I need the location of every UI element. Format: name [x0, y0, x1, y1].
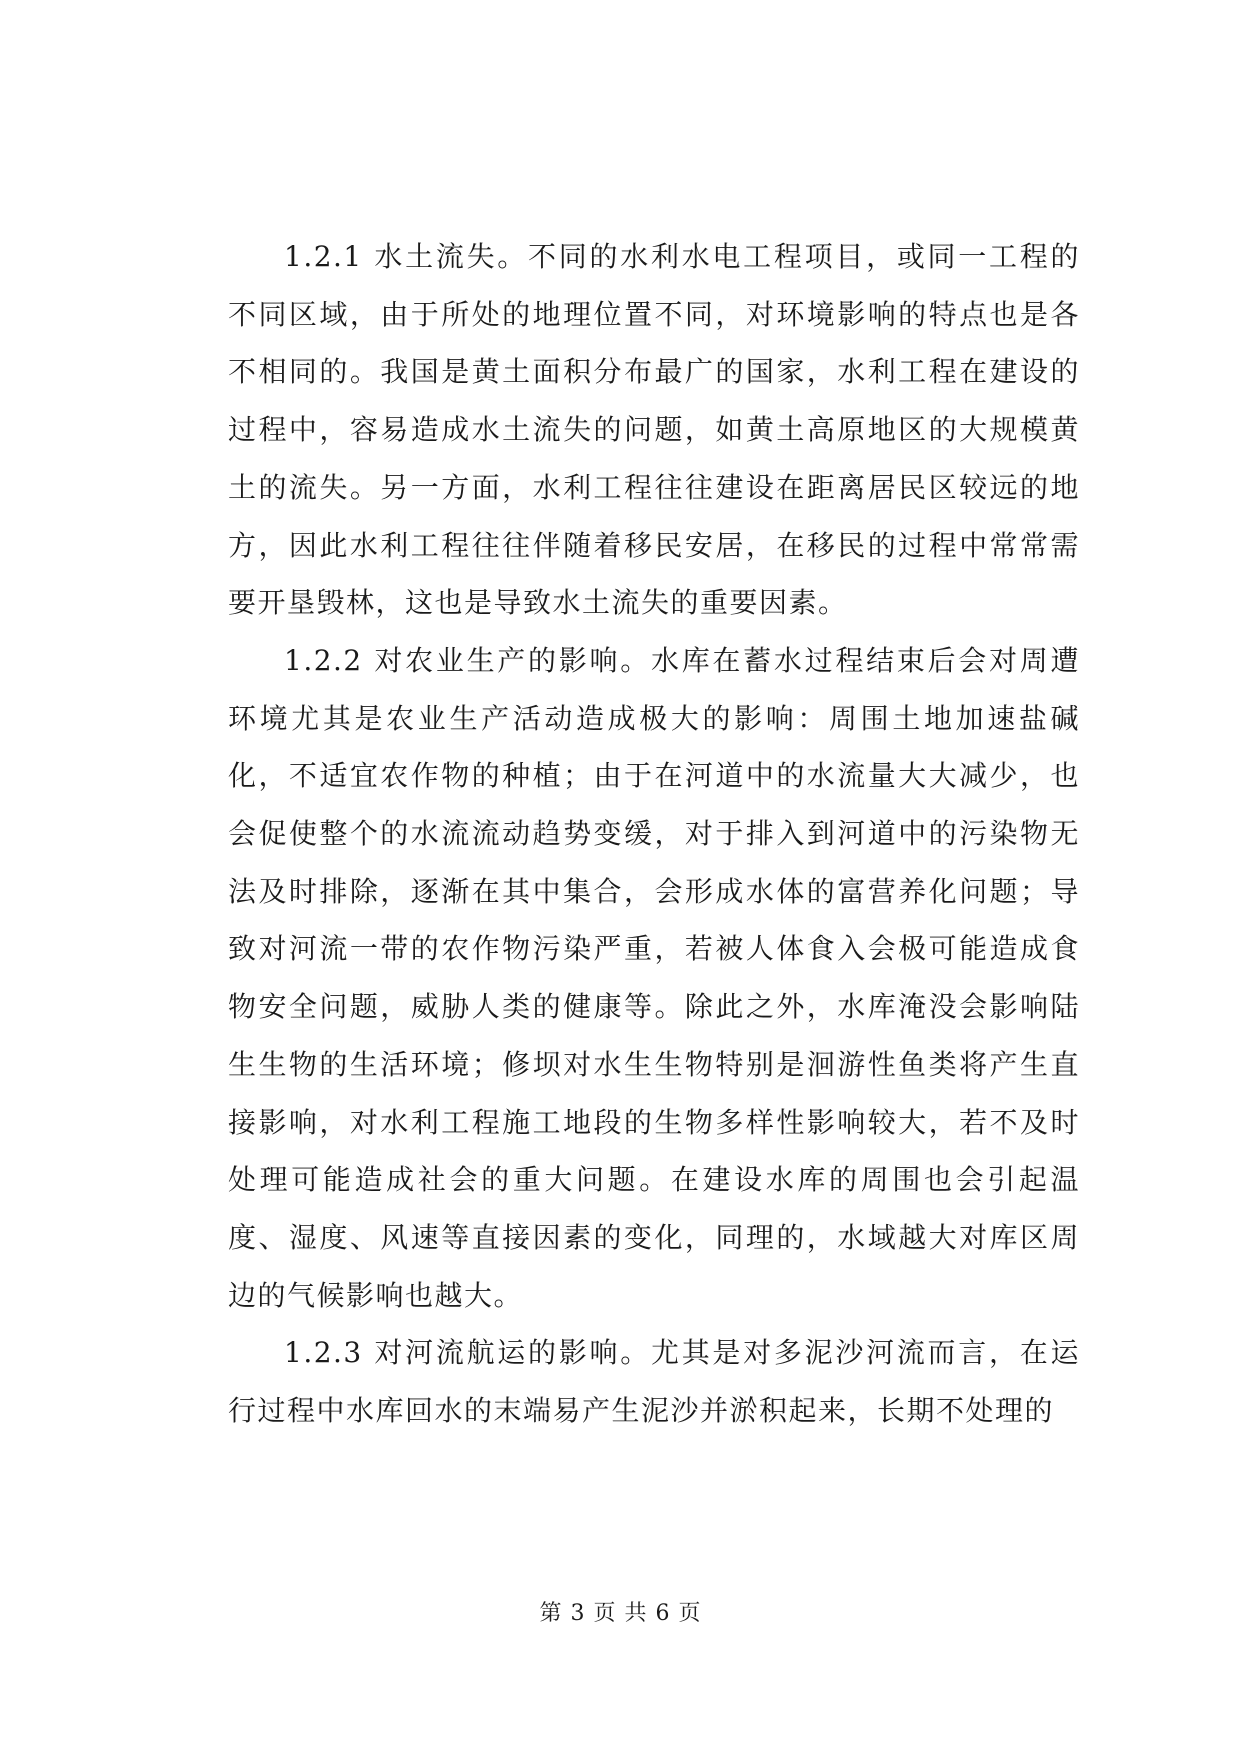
paragraph-agriculture-impact: 1.2.2 对农业生产的影响。水库在蓄水过程结束后会对周遭环境尤其是农业生产活动造成极大的影响：周围土地加速盐碱化，不适宜农作物的种植；由于在河道中的水流量大大减少，也会促使整个的水流流动趋势变缓，对于排入到河道中的污染物无法及时排除，逐渐在其中集合，会形成水体的富营养化问题；导致对河流一带的农作物污染严重，若被人体食入会极可能造成食物安全问题，威胁人类的健康等。除此之外，水库淹没会影响陆生生物的生活环境；修坝对水生生物特别是洄游性鱼类将产生直接影响，对水利工程施工地段的生物多样性影响较大，若不及时处理可能造成社会的重大问题。在建设水库的周围也会引起温度、湿度、风速等直接因素的变化，同理的，水域越大对库区周边的气候影响也越大。	[228, 643, 1080, 1312]
paragraph-soil-erosion: 1.2.1 水土流失。不同的水利水电工程项目，或同一工程的不同区域，由于所处的地理位置不同，对环境影响的特点也是各不相同的。我国是黄土面积分布最广的国家，水利工程在建设的过程中，容易造成水土流失的问题，如黄土高原地区的大规模黄土的流失。另一方面，水利工程往往建设在距离居民区较远的地方，因此水利工程往往伴随着移民安居，在移民的过程中常常需要开垦毁林，这也是导致水土流失的重要因素。	[228, 240, 1080, 620]
paragraph-navigation-impact: 1.2.3 对河流航运的影响。尤其是对多泥沙河流而言，在运行过程中水库回水的末端易产生泥沙并淤积起来，长期不处理的	[228, 1336, 1080, 1428]
page-number-footer: 第 3 页 共 6 页	[539, 1601, 702, 1626]
document-body	[228, 228, 1080, 1440]
